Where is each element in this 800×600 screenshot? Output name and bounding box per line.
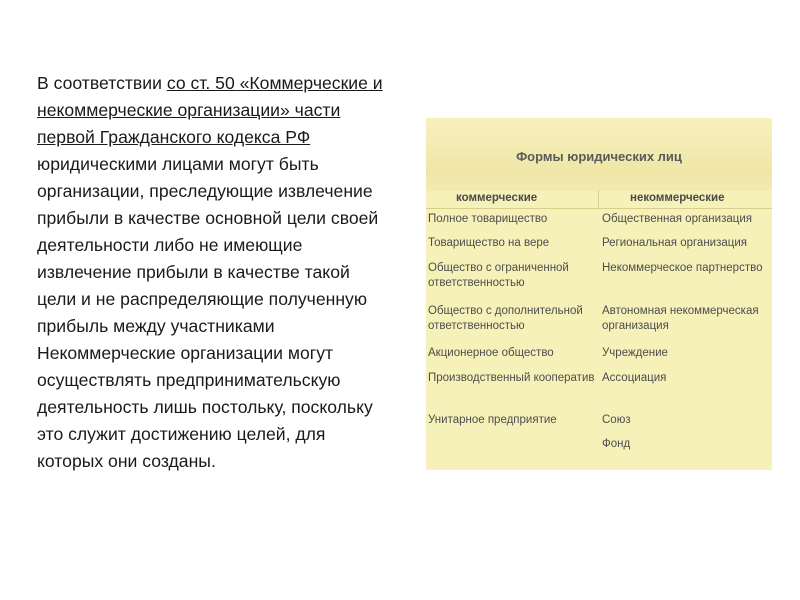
table-cell: Общественная организация [602, 213, 752, 225]
table-cell: Некоммерческое партнерство [602, 262, 763, 274]
table-cell: Общество с дополнительной ответственностью [428, 305, 583, 332]
body-text [37, 70, 392, 475]
paragraph-1 [37, 70, 392, 340]
table-cell: Акционерное общество [428, 347, 554, 359]
table-cell: Унитарное предприятие [428, 414, 557, 426]
table-cell: Фонд [602, 438, 631, 450]
table-cell: Производственный кооператив [428, 372, 595, 384]
column-divider [598, 190, 599, 208]
table-cell: Общество с ограниченной ответственностью [428, 262, 569, 289]
table-cell: Товарищество на вере [428, 237, 550, 249]
paragraph-1-rest: юридическими лицами могут быть организации, преследующие извлечение прибыли в качестве основной цели своей деятельности либо не имеющие извлечение прибыли в качестве такой цели и не распределяющие полученную прибыль между участниками [37, 154, 379, 336]
table-cell: Региональная организация [602, 237, 748, 249]
table-cell: Полное товарищество [428, 213, 548, 225]
figure-title: Формы юридических лиц [516, 149, 682, 164]
table-cell: Учреждение [602, 347, 668, 359]
intro-text: В соответствии [37, 73, 167, 93]
legal-forms-figure [426, 118, 772, 470]
column-header-commercial: коммерческие [456, 192, 538, 204]
law-article-link[interactable]: со ст. 50 «Коммерческие и некоммерческие организации» части первой Гражданского кодекса РФ [37, 73, 383, 147]
table-cell: Автономная некоммерческая организация [602, 305, 759, 332]
table-cell: Союз [602, 414, 631, 426]
table-cell: Ассоциация [602, 372, 667, 384]
paragraph-2: Некоммерческие организации могут осуществлять предпринимательскую деятельность лишь постольку, поскольку это служит достижению целей, для которых они созданы. [37, 343, 373, 471]
column-header-noncommercial: некоммерческие [630, 192, 725, 204]
header-rule [426, 208, 772, 209]
